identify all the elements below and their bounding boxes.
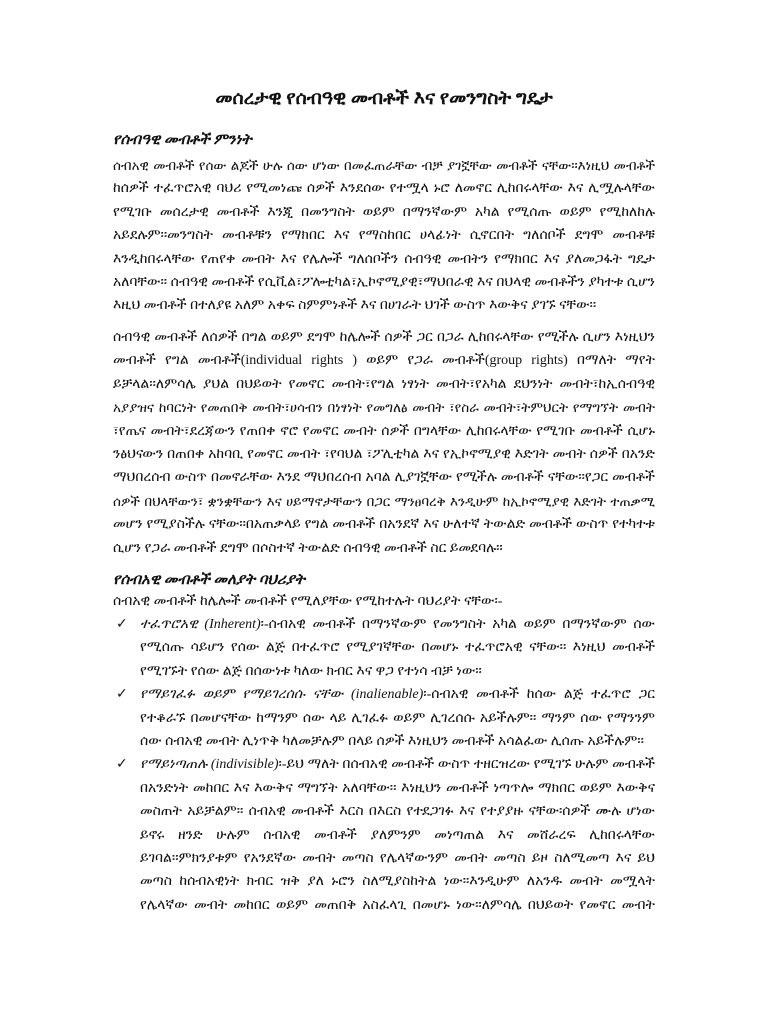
list-item-indivisible [113, 753, 655, 917]
list-item-line: የተቆራኙ በመሆናቸው ከማንም ሰው ላይ ሊገፈፉ ወይም ሊገረሰሱ አይችሉም፡፡ ማንም ሰው የማንንም [140, 710, 655, 726]
paragraph-line: እዚህ መብቶች በተለያዩ አለም አቀፍ ስምምነቶች እና በሀገራት ህገች ውስጥ እውቅና ያገኙ ናቸው፡፡ [113, 298, 597, 314]
paragraph-line: አይደሉም፡፡መንግስት መብቶቹን የማክበር እና የማስከበር ሀላፊነት ሲኖርበት ግለሰቦች ደግሞ መብቶቹ [113, 228, 655, 244]
list-item-term: ተፈጥሮአዊ (Inherent) [140, 617, 261, 632]
paragraph-line: ፣የጤና መብት፣ደረጃውን የጠበቀ ኖሮ የመኖር መብት ሰዎች በግላቸው ሊከበሩላቸው የሚገቡ መብቶች ሲሆኑ [113, 423, 655, 439]
paragraph-line: ሰዎች በህላቸውን፣ ቋንቋቸውን እና ሀይማኖታቸውን በጋር ማንፀባረቅ እንዲሁም ከኢኮኖሚያዊ እድገት ተጠቃሚ [113, 493, 655, 509]
paragraph-line: መሆን የሚያስችሉ ናቸው፡፡በአጠቃላይ የግል መብቶች በአንደኛ እና ሁለተኛ ትውልድ መብቶች ውስጥ የተካተቱ [113, 517, 655, 533]
paragraph-line: ሲሆን የጋራ መብቶች ደግሞ በሶስተኛ ትውልድ ሰብዓዊ መብቶች ስር ይመደባሉ፡፡ [113, 540, 503, 556]
paragraph-line: ሰብዓዊ መብቶች ለሰዎች በግል ወይም ደግሞ ከሌሎች ሰዎች ጋር በጋራ ሊከበሩላቸው የሚችሉ ሲሆን እነዚህን [113, 330, 655, 345]
list-item-term: የማይነጣጠሉ (indivisible) [140, 757, 279, 773]
list-item-line: ይገባል፡፡ምክንያቱም የአንደኛው መብት መጣስ የሌላኛውንም መብት መጣስ ይዞ ስለሚመጣ እና ይህ [140, 850, 655, 866]
list-item-text: ፡-ይህ ማለት በሰብአዊ መብቶች ውስጥ ተዘርዝረው የሚገኙ ሁሉም መብቶች [278, 757, 655, 773]
checkmark-icon [116, 753, 128, 776]
paragraph-line: ንፅህናውን በጠበቀ አከባቢ የመኖር መብት ፣የባህል ፣ፖሊቲካል እና የኢኮኖሚያዊ እድገት መብት ሰዎች በአንድ [113, 446, 655, 462]
list-item-first-line [140, 753, 655, 776]
list-item-first-line [140, 613, 655, 636]
paragraph-line: ማህበረሰብ ውስጥ በመኖራቸው እንደ ማህበረሰብ አባል ሊያገኟቸው የሚችሉ መብቶች ናቸው፡፡የጋር መብቶች [113, 470, 655, 486]
list-item-line: የሚገኙት የሰው ልጅ በሰውነቱ ካለው ክብር እና ዋጋ የተነሳ ብቻ ነው፡፡ [140, 663, 482, 679]
paragraph-line: አያያዝና ከባርነት የመጠበቅ መብት፣ሀሳብን በነፃነት የመግለፅ መብት ፣የስራ መብት፣ትምህርት የማግኘት መብት [113, 400, 655, 416]
list-item-line: መጣስ ከሰብአዊነት ክብር ዝቅ ያለ ኑሮን ስለሚያስከትል ነው፡፡እንዲሁም ለአንዱ መብት መሟላት [140, 874, 655, 890]
list-item-text: ፡-ሰብአዊ መብቶች በማንኛውም የመንግስት አካል ወይም በማንኛውም ሰው [260, 617, 655, 632]
paragraph-line: አለባቸው፡፡ ሰብዓዊ መብቶች የሲቪል፣ፖሎቲካል፣ኢኮኖሚያዊ፣ማህበራዊ እና በህላዊ መብቶችን ያካተቱ ሲሆን [113, 274, 655, 290]
section-heading-characteristics: የሰብአዊ መብቶች መለያት ባህሪያት [113, 572, 305, 588]
characteristics-intro [113, 590, 655, 613]
paragraph-definition [113, 154, 655, 318]
paragraph-line: የሚገቡ መሰረታዊ መብቶች እንጂ በመንግስት ወይም በማንኛውም አካል የሚሰጡ ወይም የሚከለከሉ [113, 204, 655, 220]
list-item-inalienable [113, 683, 655, 753]
characteristics-list [113, 613, 655, 917]
paragraph-individual-group-rights [113, 326, 655, 560]
list-item-line: ሰው ሰብአዊ መብት ሊነጥቅ ካለመቻሉም በላይ ሰዎች እነዚህን መብቶች አሳልፈው ሊሰጡ አይችሉም፡፡ [140, 733, 644, 749]
list-item-text: ፡-ሰብአዊ መብቶች ከሰው ልጅ ተፈጥሮ ጋር [423, 687, 655, 703]
list-item-line: የሚሰጡ ሳይሆን የሰው ልጅ በተፈጥሮ የሚያገኛቸው በመሆኑ ተፈጥሮአዊ ናቸው፡፡ እነዚህ መብቶች [140, 640, 655, 656]
checkmark-icon [116, 613, 128, 636]
checkmark-icon [116, 683, 128, 706]
paragraph-line: እንዲከበሩላቸው የጠየቀ መብት እና የሌሎች ግለሰቦችን ሰብዓዊ መብትን የማክበር እና ያለመጋፋት ግዴታ [113, 251, 655, 267]
document-title: መሰረታዊ የሰብዓዊ መብቶች እና የመንግስት ግዴታ [215, 88, 553, 109]
list-item-inherent [113, 613, 655, 683]
paragraph-line: መብቶች የግል መብቶች(individual rights ) ወይም የጋራ መብቶች(group rights) በማለት ማየት [113, 353, 655, 369]
list-item-first-line [140, 683, 655, 706]
paragraph-line: ይቻላል፡፡ለምሳሌ ያህል በህይወት የመኖር መብት፣የግል ነፃነት መብት፣የአካል ደህንነት መብት፣ከኢሰብዓዊ [113, 376, 655, 392]
list-item-line: በአንድነት መከበር እና እውቅና ማግኘት አለባቸው፡፡ እነዚህን መብቶች ነጣጥሎ ማክበር ወይም እውቅና [140, 780, 655, 796]
list-item-line: የሌላኛው መብት መከበር ወይም መጠበቅ አስፈላጊ በመሆኑ ነው፡፡ለምሳሌ በህይወት የመኖር መብት [140, 897, 655, 913]
list-item-line: ይኖሩ ዘንድ ሁሉም ሰብአዊ መብቶች ያለምንም መነጣጠል እና መሸራረፍ ሊከበሩላቸው [140, 827, 655, 843]
list-item-line: መስጠት አይቻልም፡፡ ሰብአዊ መብቶች እርስ በእርስ የተደጋገፉ እና የተያያዙ ናቸው፡ሰዎች ሙሉ ሆነው [140, 804, 655, 820]
paragraph-line: ሰብአዊ መብቶች የሰው ልጆች ሁሉ ሰው ሆነው በመፈጠራቸው ብቻ ያገኟቸው መብቶች ናቸው፡፡እነዚህ መብቶች [113, 158, 655, 173]
paragraph-line: ከሰዎች ተፈጥሮአዊ ባህሪ የሚመነጩ ሰዎች እንደሰው የተሟላ ኑሮ ለመኖር ሊከበሩላቸው እና ሊሟሉላቸው [113, 181, 655, 197]
intro-line: ሰብአዊ መብቶች ከሌሎች መብቶች የሚለያቸው የሚከተሉት ባህሪያት ናቸው፡- [113, 594, 503, 609]
section-heading-definition: የሰብዓዊ መብቶች ምንነት [113, 132, 252, 148]
list-item-term: የማይገፈፉ ወይም የማይገረሰሱ ናቸው (inalienable) [140, 687, 424, 703]
